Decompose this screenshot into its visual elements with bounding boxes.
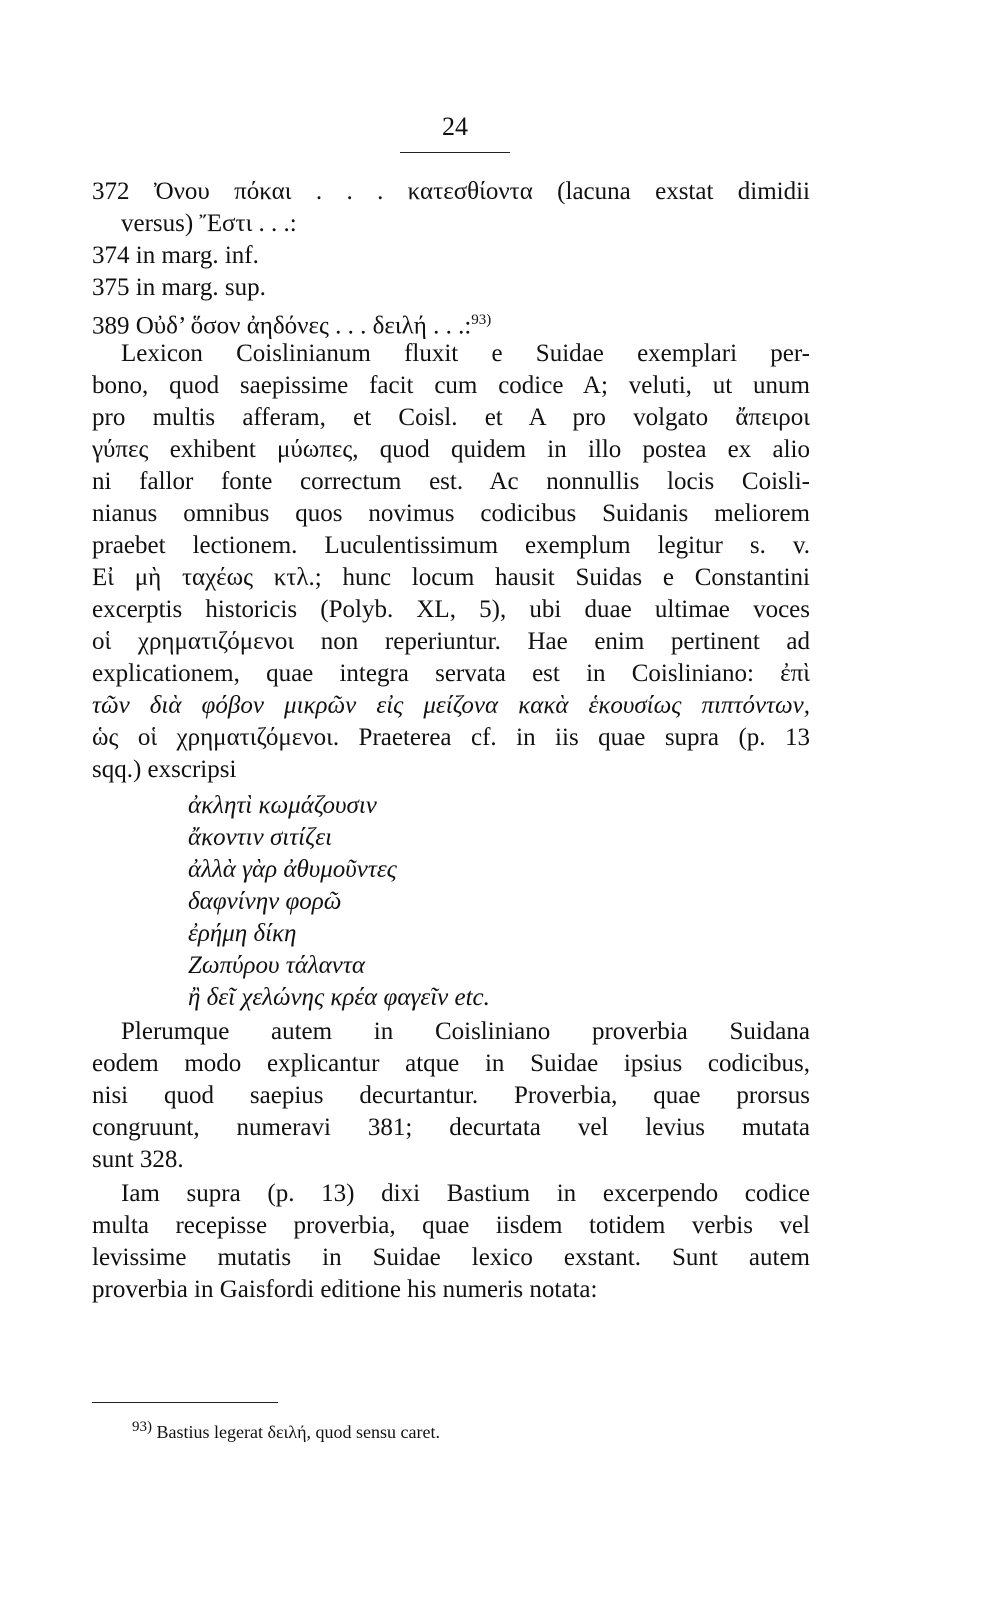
paragraph-1-line: excerptis historicis (Polyb. XL, 5), ubi duae ultimae voces — [92, 596, 810, 623]
paragraph-1-line: sqq.) exscripsi — [92, 756, 237, 783]
footnote — [132, 1415, 440, 1444]
paragraph-1-line: praebet lectionem. Luculentissimum exemplum legitur s. v. — [92, 532, 810, 559]
entry-389 — [92, 304, 491, 342]
greek-proverb: δαφνίνην φορῶ — [188, 888, 342, 915]
paragraph-1-greek-line: τῶν διὰ φόβον μικρῶν εἰς μείζονα κακὰ ἑκουσίως πιπτόντων, — [92, 692, 810, 719]
paragraph-1-line: bono, quod saepissime facit cum codice A; veluti, ut unum — [92, 372, 810, 399]
paragraph-1-line: ni fallor fonte correctum est. Ac nonnullis locis Coisli- — [92, 468, 810, 495]
paragraph-3-line: proverbia in Gaisfordi editione his numeris notata: — [92, 1276, 598, 1303]
entry-372: 372 Ὀνου πόκαι . . . κατεσθίοντα (lacuna exstat dimidii — [92, 178, 810, 205]
paragraph-1-line: οἱ χρηματιζόμενοι non reperiuntur. Hae enim pertinent ad — [92, 628, 810, 655]
greek-proverb: ἄκοντιν σιτίζει — [188, 824, 333, 851]
footnote-reference: 93) — [471, 312, 492, 328]
paragraph-2-line: sunt 328. — [92, 1146, 184, 1173]
paragraph-1-line: γύπες exhibent μύωπες, quod quidem in illo postea ex alio — [92, 436, 810, 463]
paragraph-1-line: nianus omnibus quos novimus codicibus Suidanis meliorem — [92, 500, 810, 527]
paragraph-1-line: pro multis afferam, et Coisl. et A pro volgato ἄπειροι — [92, 404, 810, 431]
greek-proverb: ἀλλὰ γὰρ ἀθυμοῦντες — [188, 856, 397, 883]
entry-372-continuation: versus) Ἔστι . . .: — [121, 210, 297, 237]
paragraph-2-line: eodem modo explicantur atque in Suidae ipsius codicibus, — [92, 1050, 810, 1077]
paragraph-2-line: congruunt, numeravi 381; decurtata vel levius mutata — [92, 1114, 810, 1141]
paragraph-1-line: ὡς οἱ χρηματιζόμενοι. Praeterea cf. in iis quae supra (p. 13 — [92, 724, 810, 751]
entry-389-text: 389 Οὐδ’ ὅσον ἀηδόνες . . . δειλή . . .: — [92, 312, 472, 340]
paragraph-3-line: Iam supra (p. 13) dixi Bastium in excerpendo codice — [121, 1180, 810, 1207]
greek-proverb: ἀκλητὶ κωμάζουσιν — [188, 792, 377, 819]
footnote-text: Bastius legerat δειλή, quod sensu caret. — [156, 1422, 440, 1442]
greek-proverb: Ζωπύρου τάλαντα — [188, 952, 365, 979]
greek-proverb: ἐρήμη δίκη — [188, 920, 297, 947]
paragraph-3-line: levissime mutatis in Suidae lexico exstant. Sunt autem — [92, 1244, 810, 1271]
header-rule — [400, 152, 510, 153]
paragraph-1-line: Εἰ μὴ ταχέως κτλ.; hunc locum hausit Suidas e Constantini — [92, 564, 810, 591]
page-number: 24 — [442, 112, 468, 141]
paragraph-2-line: nisi quod saepius decurtantur. Proverbia, quae prorsus — [92, 1082, 810, 1109]
entry-374: 374 in marg. inf. — [92, 242, 259, 269]
paragraph-3-line: multa recepisse proverbia, quae iisdem totidem verbis vel — [92, 1212, 810, 1239]
footnote-rule — [92, 1402, 278, 1403]
paragraph-1-line: explicationem, quae integra servata est in Coisliniano: ἐπὶ — [92, 660, 810, 687]
greek-proverb: ἢ δεῖ χελώνης κρέα φαγεῖν etc. — [188, 984, 490, 1011]
paragraph-2-line: Plerumque autem in Coisliniano proverbia Suidana — [121, 1018, 810, 1045]
paragraph-1-line: Lexicon Coislinianum fluxit e Suidae exemplari per- — [121, 340, 810, 367]
footnote-mark: 93) — [132, 1419, 152, 1435]
entry-375: 375 in marg. sup. — [92, 274, 266, 301]
